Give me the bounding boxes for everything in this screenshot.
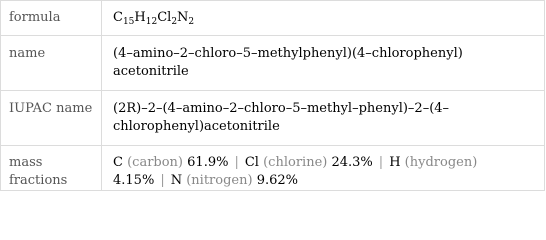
mass-line-2	[113, 172, 538, 190]
formula-subscript: 12	[145, 17, 158, 27]
mass-symbol-hydrogen: H	[389, 155, 401, 170]
mass-separator: |	[160, 173, 165, 188]
formula-element: N	[177, 10, 189, 25]
iupac-value	[102, 91, 545, 146]
mass-value-carbon: 61.9%	[187, 155, 229, 170]
formula-subscript: 15	[122, 17, 135, 27]
mass-separator: |	[234, 155, 239, 170]
mass-fractions-row	[1, 146, 545, 191]
mass-name-carbon: (carbon)	[127, 155, 184, 170]
mass-symbol-chlorine: Cl	[244, 155, 259, 170]
mass-fractions-value	[102, 146, 545, 191]
formula-row	[1, 1, 545, 36]
iupac-label: IUPAC name	[1, 91, 102, 146]
iupac-row	[1, 91, 545, 146]
mass-symbol-nitrogen: N	[170, 173, 183, 188]
formula-subscript: 2	[188, 17, 195, 27]
name-row	[1, 36, 545, 91]
formula-element: C	[113, 10, 123, 25]
mass-value-nitrogen: 9.62%	[256, 173, 298, 188]
mass-symbol-carbon: C	[113, 155, 123, 170]
formula-element: Cl	[157, 10, 172, 25]
formula-subscript: 2	[171, 17, 178, 27]
formula-value	[102, 1, 545, 36]
mass-name-hydrogen: (hydrogen)	[404, 155, 478, 170]
iupac-line-2: chlorophenyl)acetonitrile	[113, 119, 280, 134]
name-value	[102, 36, 545, 91]
iupac-line-1: (2R)–2–(4–amino–2–chloro–5–methyl–phenyl)–2–(4–	[113, 101, 450, 116]
name-line-2: acetonitrile	[113, 64, 189, 79]
mass-name-nitrogen: (nitrogen)	[186, 173, 253, 188]
name-line-1: (4–amino–2–chloro–5–methylphenyl)(4–chlorophenyl)	[113, 46, 463, 61]
formula-element: H	[134, 10, 146, 25]
formula-label: formula	[1, 1, 102, 36]
mass-name-chlorine: (chlorine)	[263, 155, 328, 170]
mass-value-chlorine: 24.3%	[331, 155, 373, 170]
mass-separator: |	[378, 155, 384, 170]
mass-fractions-label: mass fractions	[1, 146, 102, 191]
name-label: name	[1, 36, 102, 91]
mass-value-hydrogen: 4.15%	[113, 173, 155, 188]
mass-line-1	[113, 154, 538, 172]
